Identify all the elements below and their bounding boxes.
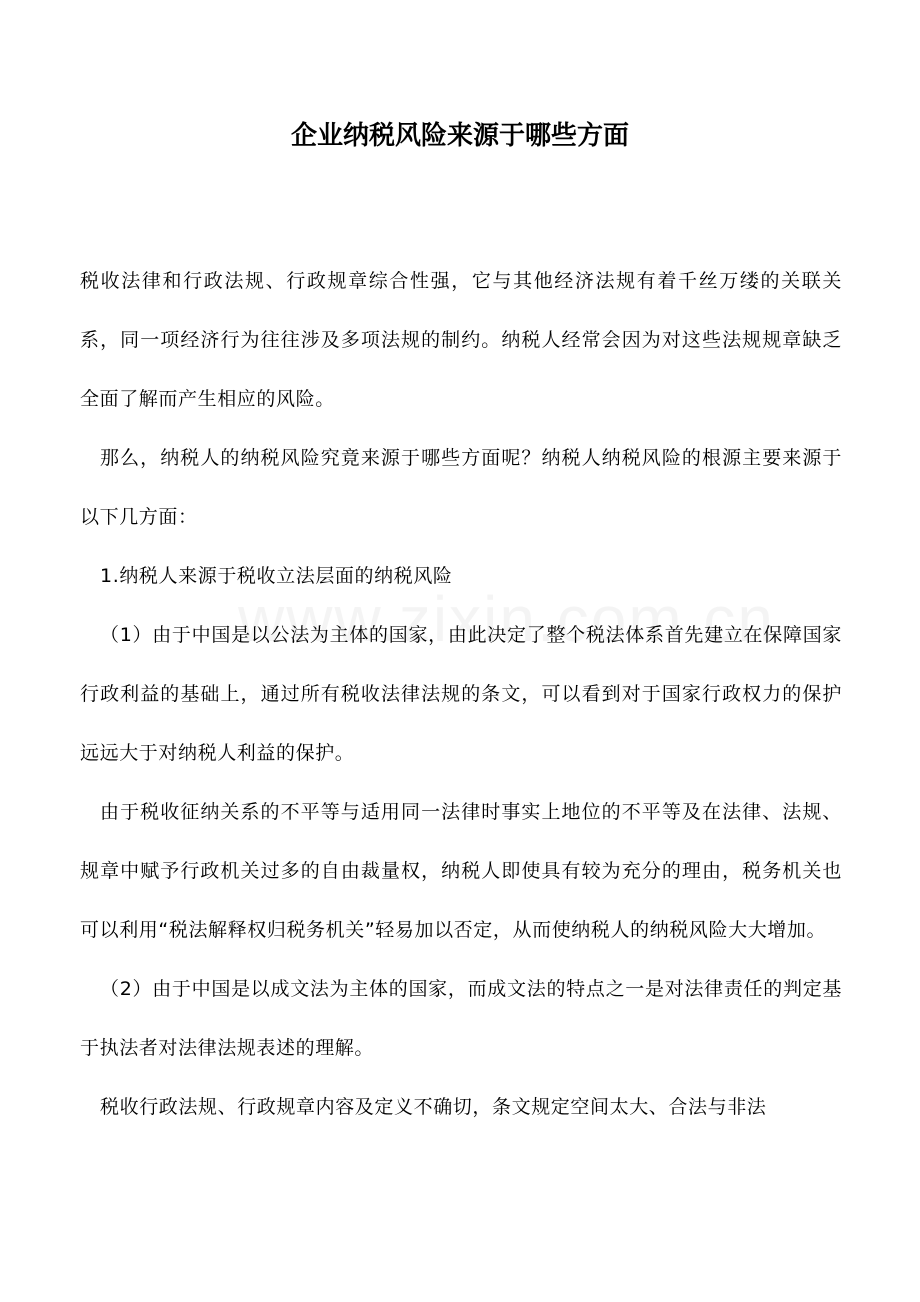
- document-body: [80, 252, 842, 1137]
- page-title: 企业纳税风险来源于哪些方面: [290, 121, 629, 151]
- paragraph-intro: 税收法律和行政法规、行政规章综合性强，它与其他经济法规有着千丝万缕的关联关系，同一项经济行为往往涉及多项法规的制约。纳税人经常会因为对这些法规规章缺乏全面了解而产生相应的风险。: [80, 270, 842, 410]
- paragraph-item-2: （2）由于中国是以成文法为主体的国家，而成文法的特点之一是对法律责任的判定基于执法者对法律法规表述的理解。: [80, 978, 842, 1059]
- paragraph-item-1: （1）由于中国是以公法为主体的国家，由此决定了整个税法体系首先建立在保障国家行政利益的基础上，通过所有税收法律法规的条文，可以看到对于国家行政权力的保护远远大于对纳税人利益的保护。: [80, 624, 842, 764]
- paragraph-regulations: 税收行政法规、行政规章内容及定义不确切，条文规定空间太大、合法与非法: [100, 1096, 767, 1118]
- section-heading-1: 1.纳税人来源于税收立法层面的纳税风险: [100, 565, 453, 587]
- paragraph-inequality: 由于税收征纳关系的不平等与适用同一法律时事实上地位的不平等及在法律、法规、规章中赋予行政机关过多的自由裁量权，纳税人即使具有较为充分的理由，税务机关也可以利用“税法解释权归税务机关”轻易加以否定，从而使纳税人的纳税风险大大增加。: [80, 801, 842, 941]
- paragraph-question: 那么，纳税人的纳税风险究竟来源于哪些方面呢？纳税人纳税风险的根源主要来源于以下几方面：: [80, 447, 842, 528]
